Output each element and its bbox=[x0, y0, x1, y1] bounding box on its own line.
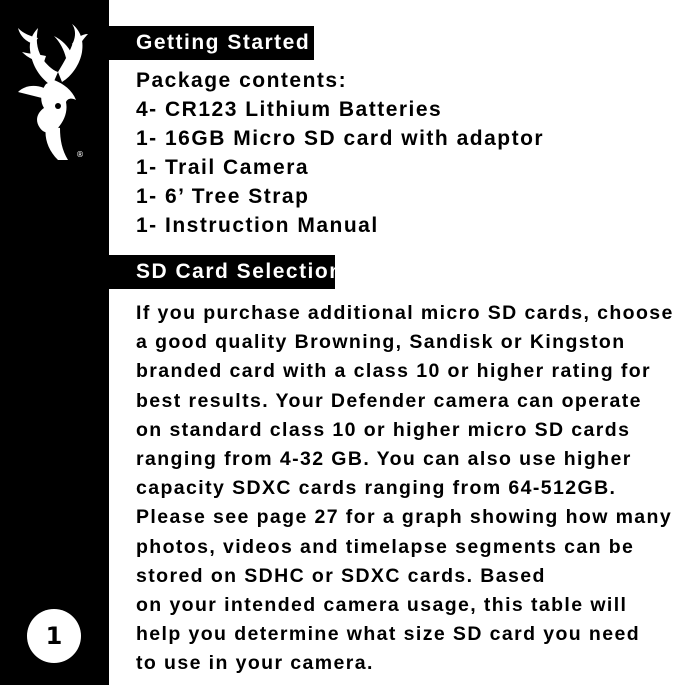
text-line: capacity SDXC cards ranging from 64-512GB. bbox=[136, 477, 617, 500]
text-line: ranging from 4-32 GB. You can also use higher bbox=[136, 448, 632, 471]
list-item: 1- Instruction Manual bbox=[136, 214, 379, 237]
text-line: a good quality Browning, Sandisk or Kingston bbox=[136, 331, 626, 354]
text-line: branded card with a class 10 or higher rating for bbox=[136, 360, 652, 383]
text-line: stored on SDHC or SDXC cards. Based bbox=[136, 564, 546, 587]
list-item: 1- 16GB Micro SD card with adaptor bbox=[136, 127, 545, 150]
package-contents-list bbox=[136, 66, 544, 240]
page-number: 1 bbox=[27, 609, 81, 663]
section-heading-sd-card-selection: SD Card Selection bbox=[109, 255, 335, 289]
left-sidebar bbox=[0, 0, 109, 685]
registered-trademark-mark: ® bbox=[76, 150, 84, 159]
buckmark-logo-icon bbox=[14, 22, 88, 162]
text-line: on your intended camera usage, this table will bbox=[136, 594, 628, 617]
text-line: help you determine what size SD card you need bbox=[136, 623, 641, 646]
list-item: 4- CR123 Lithium Batteries bbox=[136, 98, 443, 121]
text-line: If you purchase additional micro SD cards, choose bbox=[136, 302, 674, 324]
text-line: photos, videos and timelapse segments can be bbox=[136, 535, 635, 558]
text-line: on standard class 10 or higher micro SD cards bbox=[136, 418, 631, 441]
list-item: 1- Trail Camera bbox=[136, 156, 310, 179]
list-item: Package contents: bbox=[136, 69, 348, 92]
section-heading-getting-started: Getting Started bbox=[109, 26, 314, 60]
text-line: best results. Your Defender camera can operate bbox=[136, 389, 642, 412]
sd-card-selection-paragraph bbox=[136, 299, 674, 679]
text-line: to use in your camera. bbox=[136, 652, 374, 675]
text-line: Please see page 27 for a graph showing how many bbox=[136, 506, 673, 529]
list-item: 1- 6’ Tree Strap bbox=[136, 185, 310, 208]
